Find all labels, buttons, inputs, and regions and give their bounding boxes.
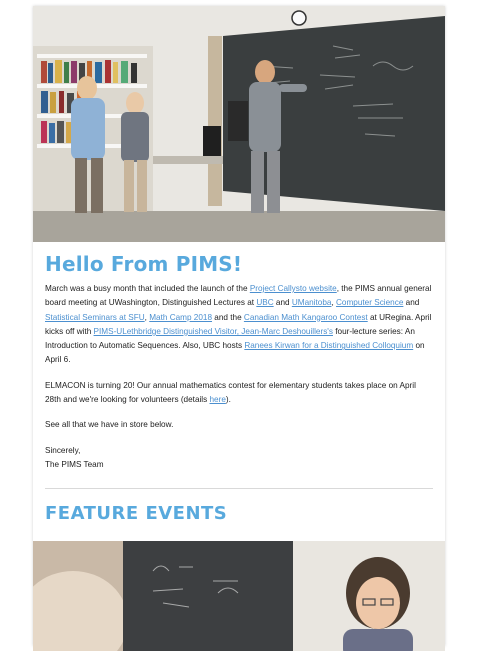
text: ,: [331, 298, 337, 308]
text: ELMACON is turning 20! Our annual mathematics contest for elementary students takes place on April 28th and we're looking for volunteers (details: [45, 380, 416, 405]
project-callysto-link[interactable]: Project Callysto website: [249, 284, 337, 293]
text: ,: [144, 312, 150, 322]
text: , the PIMS annual general board meeting at UWashington, Distinguished Lectures at: [45, 284, 432, 308]
text: ).: [225, 395, 231, 405]
hero-photo: [33, 6, 445, 242]
distinguished-colloquium-link[interactable]: Ranees Kirwan for a Distinguished Colloquium: [244, 341, 414, 351]
text: March was a busy month that included the launch of the: [45, 284, 250, 293]
feature-photo: [33, 541, 445, 651]
intro-paragraph: [45, 282, 433, 368]
volunteer-details-link[interactable]: here: [209, 395, 226, 405]
text: at URegina. April kicks off with: [45, 312, 432, 336]
newsletter-title: Hello From PIMS!: [45, 252, 243, 276]
newsletter-card: [33, 6, 445, 646]
lecture-photo: [33, 541, 445, 651]
newsletter-content: [45, 246, 433, 532]
signoff: Sincerely,: [45, 445, 81, 455]
text: four-lecture series: An Introduction to Automatic Sequences. Also, UBC hosts: [45, 326, 415, 351]
text: and the: [212, 312, 244, 322]
statistical-seminars-link[interactable]: Statistical Seminars at SFU: [45, 312, 145, 322]
store-paragraph: See all that we have in store below.: [45, 420, 174, 430]
classroom-photo: [33, 6, 445, 242]
kangaroo-contest-link[interactable]: Canadian Math Kangaroo Contest: [243, 312, 368, 322]
computer-science-link[interactable]: Computer Science: [336, 298, 404, 308]
math-camp-link[interactable]: Math Camp 2018: [149, 312, 213, 322]
ubc-link[interactable]: UBC: [256, 298, 274, 308]
section-divider: [45, 488, 433, 489]
text: on April 6.: [45, 341, 425, 365]
feature-events-heading: FEATURE EVENTS: [45, 503, 228, 525]
distinguished-visitor-link[interactable]: PIMS-ULethbridge Distinguished Visitor, Jean-Marc Deshouillers's: [93, 326, 333, 336]
text: and: [403, 298, 420, 308]
elmacon-paragraph: [45, 379, 433, 408]
text: and: [273, 298, 292, 308]
umanitoba-link[interactable]: UManitoba: [291, 298, 332, 308]
signature-team: The PIMS Team: [45, 459, 104, 469]
